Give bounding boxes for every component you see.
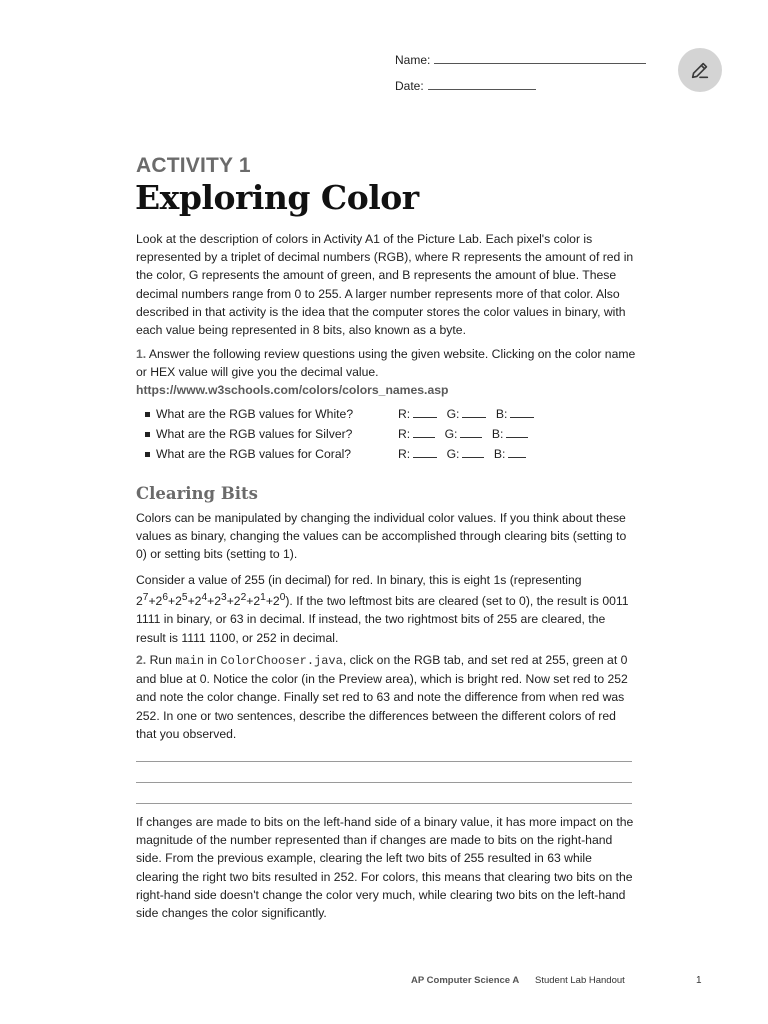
b-label: B: bbox=[493, 447, 506, 461]
main-code: main bbox=[175, 654, 205, 668]
question-1-number: 1. bbox=[136, 347, 147, 361]
r-blank[interactable] bbox=[413, 427, 435, 438]
r-label: R: bbox=[398, 407, 411, 421]
b-blank[interactable] bbox=[510, 407, 534, 418]
rgb-blanks bbox=[398, 447, 532, 461]
answer-line-2[interactable] bbox=[136, 782, 632, 783]
list-item bbox=[145, 404, 545, 424]
date-line[interactable] bbox=[428, 78, 536, 90]
answer-line-3[interactable] bbox=[136, 803, 632, 804]
name-label: Name: bbox=[395, 53, 431, 67]
date-field[interactable] bbox=[395, 78, 536, 93]
question-2-text: , click on the RGB tab, and set red at 255, green at 0 and blue at 0. Notice the color (in the Preview area), which is bright red. Now set red to 252 and note the color change. Finally set red to 63 and note the difference from when red was 252. In one or two sentences, describe the differences between the different colors of red that you observed. bbox=[136, 653, 628, 741]
name-line[interactable] bbox=[434, 52, 646, 64]
answer-line-1[interactable] bbox=[136, 761, 632, 762]
closing-paragraph: If changes are made to bits on the left-hand side of a binary value, it has more impact on the magnitude of the number represented than if changes are made to bits on the right-hand side. From the previous example, clearing the left two bits of 255 resulted in 63 while clearing the right two bits resulted in 252. For colors, this means that clearing two bits on the right-hand side doesn't change the color very much, while clearing two bits on the left-hand side changes the color significantly. bbox=[136, 815, 634, 921]
question-1 bbox=[136, 345, 636, 400]
rgb-question: What are the RGB values for Coral? bbox=[156, 447, 352, 461]
activity-label: ACTIVITY 1 bbox=[136, 154, 251, 177]
in-word: in bbox=[207, 653, 218, 667]
section-heading-clearing-bits: Clearing Bits bbox=[136, 484, 258, 503]
run-word: Run bbox=[149, 653, 172, 667]
list-item bbox=[145, 424, 545, 444]
page-title: Exploring Color bbox=[135, 178, 419, 217]
r-blank[interactable] bbox=[413, 447, 437, 458]
b-label: B: bbox=[491, 427, 504, 441]
r-label: R: bbox=[398, 427, 411, 441]
file-code: ColorChooser.java bbox=[220, 654, 343, 668]
intro-paragraph: Look at the description of colors in Activity A1 of the Picture Lab. Each pixel's color is represented by a triplet of decimal numbers (RGB), where R represents the amount of red in the color, G represents the amount of green, and B represents the amount of blue. These decimal numbers range from 0 to 255. A larger number represents more of that color. Also described in that activity is the idea that the computer stores the color values in binary, with each value being represented in 8 bits, also known as a byte. bbox=[136, 232, 634, 338]
rgb-question: What are the RGB values for Silver? bbox=[156, 427, 353, 441]
paragraph-2-start: Consider a value of 255 (in decimal) for red. In binary, this is eight 1s (representing bbox=[136, 573, 582, 587]
bullet-icon bbox=[145, 452, 150, 457]
date-label: Date: bbox=[395, 79, 424, 93]
footer-handout: Student Lab Handout bbox=[535, 975, 625, 986]
footer-course: AP Computer Science A bbox=[411, 975, 520, 986]
powers-of-two: $2^7+2^6+2^5+2^4+2^3+2^2+2^1+2^0$ bbox=[136, 592, 286, 609]
clearing-bits-paragraph-2 bbox=[136, 571, 636, 647]
name-field[interactable] bbox=[395, 52, 646, 67]
rgb-question-list bbox=[145, 404, 545, 464]
list-item bbox=[145, 444, 545, 464]
g-blank[interactable] bbox=[462, 447, 484, 458]
rgb-blanks bbox=[398, 407, 540, 421]
w3schools-link[interactable]: https://www.w3schools.com/colors/colors_names.asp bbox=[136, 383, 449, 398]
g-label: G: bbox=[444, 427, 458, 441]
b-blank[interactable] bbox=[506, 427, 528, 438]
g-blank[interactable] bbox=[462, 407, 486, 418]
pencil-icon bbox=[678, 48, 722, 92]
bullet-icon bbox=[145, 412, 150, 417]
paragraph-2-end: ). If the two leftmost bits are cleared (set to 0), the result is 0011 1111 in binary, or 63 in decimal. If instead, the two rightmost bits of 255 are cleared, the result is 1111 1100, or 252 in decimal. bbox=[136, 594, 629, 645]
rgb-question: What are the RGB values for White? bbox=[156, 407, 354, 421]
rgb-blanks bbox=[398, 427, 534, 441]
b-blank[interactable] bbox=[508, 447, 526, 458]
question-2-number: 2. bbox=[136, 653, 147, 667]
g-label: G: bbox=[446, 447, 460, 461]
g-label: G: bbox=[446, 407, 460, 421]
page-number: 1 bbox=[696, 975, 702, 986]
r-blank[interactable] bbox=[413, 407, 437, 418]
bullet-icon bbox=[145, 432, 150, 437]
r-label: R: bbox=[398, 447, 411, 461]
g-blank[interactable] bbox=[460, 427, 482, 438]
question-2 bbox=[136, 651, 636, 743]
clearing-bits-paragraph-1: Colors can be manipulated by changing the individual color values. If you think about these values as binary, changing the values can be accomplished through clearing bits (setting to 0) or setting bits (setting to 1). bbox=[136, 511, 627, 562]
b-label: B: bbox=[495, 407, 508, 421]
question-1-text: Answer the following review questions using the given website. Clicking on the color name or HEX value will give you the decimal value. bbox=[136, 347, 636, 380]
